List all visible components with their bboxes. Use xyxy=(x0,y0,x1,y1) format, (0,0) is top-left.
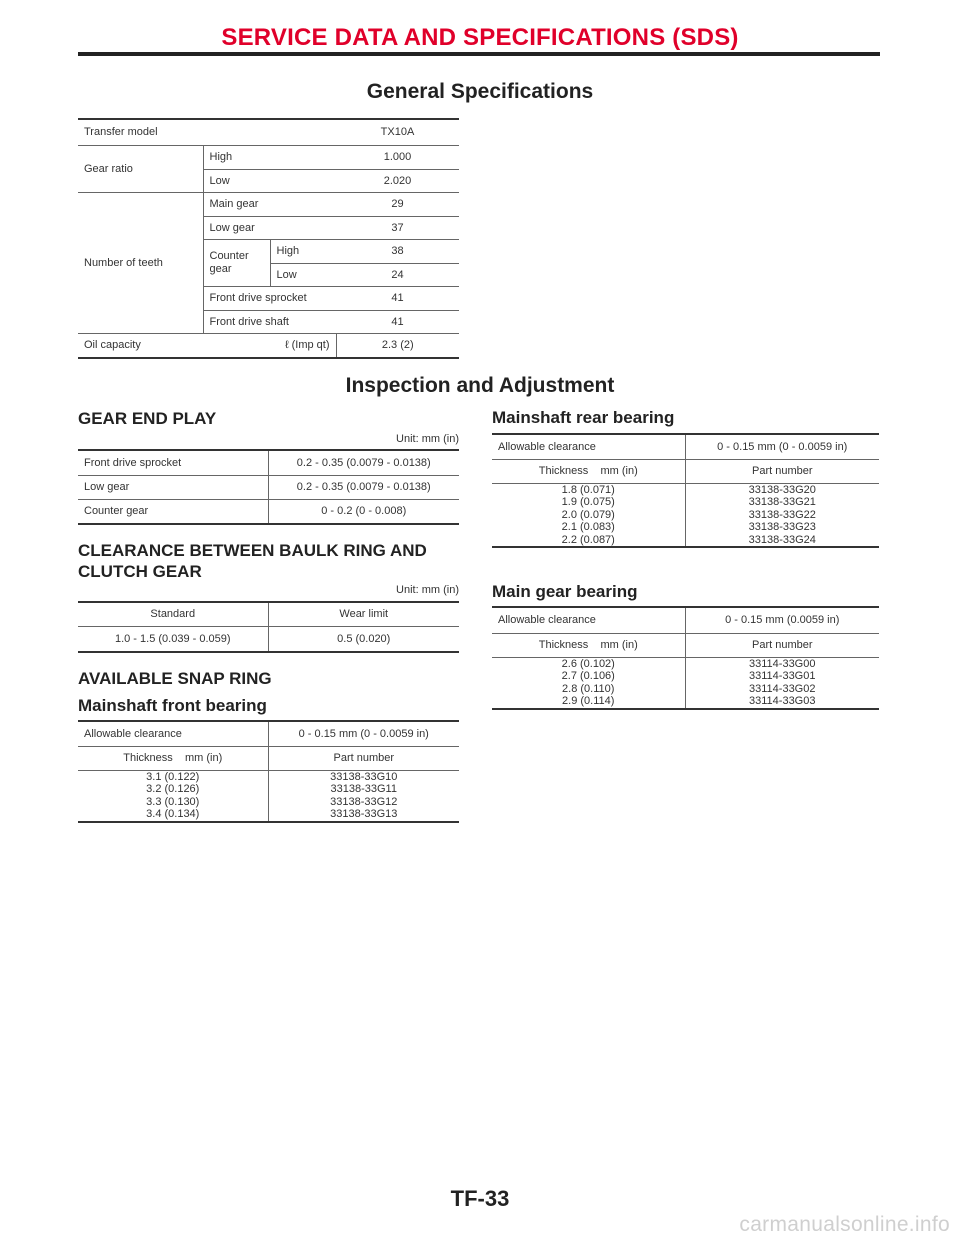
table-row xyxy=(78,450,459,475)
list-item: 2.2 (0.087) xyxy=(561,533,615,546)
thickness-list xyxy=(492,483,685,547)
gear-ratio-high-value: 1.000 xyxy=(336,145,459,169)
table-row xyxy=(78,192,459,216)
list-item: 3.3 (0.130) xyxy=(146,795,200,808)
list-item: 33138-33G13 xyxy=(330,808,398,820)
section-header-title: SERVICE DATA AND SPECIFICATIONS (SDS) xyxy=(221,24,739,51)
main-gear-bearing-table xyxy=(492,606,879,710)
list-item: 2.7 (0.106) xyxy=(561,670,615,682)
list-item: 33138-33G11 xyxy=(330,783,397,795)
list-item: 33138-33G22 xyxy=(748,508,816,521)
main-gear-value: 29 xyxy=(336,192,459,216)
list-item: 33114-33G01 xyxy=(749,670,816,682)
end-play-value: 0.2 - 0.35 (0.0079 - 0.0138) xyxy=(268,475,459,499)
table-row xyxy=(78,602,459,626)
table-row xyxy=(78,333,459,358)
list-item: 2.6 (0.102) xyxy=(561,657,615,670)
table-row xyxy=(78,746,459,770)
front-sprocket-label: Front drive sprocket xyxy=(203,286,336,310)
table-row xyxy=(78,721,459,746)
list-item: 3.1 (0.122) xyxy=(146,770,200,783)
list-item: 33114-33G03 xyxy=(749,695,816,707)
standard-value: 1.0 - 1.5 (0.039 - 0.059) xyxy=(78,626,268,652)
thickness-list xyxy=(78,770,268,822)
list-item: 33138-33G12 xyxy=(330,795,398,808)
table-row xyxy=(492,434,879,459)
counter-low-label: Low xyxy=(270,263,336,286)
gear-end-play-heading: GEAR END PLAY xyxy=(78,409,217,428)
counter-gear-label: Counter gear xyxy=(203,239,270,286)
table-row xyxy=(78,145,459,169)
counter-low-value: 24 xyxy=(336,263,459,286)
clearance-label: Allowable clearance xyxy=(498,614,596,627)
list-item: 3.2 (0.126) xyxy=(146,783,200,795)
baulk-clearance-table xyxy=(78,601,459,653)
baulk-heading-line2: CLUTCH GEAR xyxy=(78,562,202,581)
thickness-header: Thickness mm (in) xyxy=(492,459,685,483)
list-item: 1.9 (0.075) xyxy=(561,496,615,508)
mainshaft-rear-heading: Mainshaft rear bearing xyxy=(492,408,675,427)
list-item: 2.0 (0.079) xyxy=(561,508,615,521)
table-row xyxy=(492,657,879,709)
part-number-header: Part number xyxy=(685,633,879,657)
table-row xyxy=(492,483,879,547)
transfer-model-label: Transfer model xyxy=(84,126,158,139)
table-row xyxy=(492,459,879,483)
front-shaft-value: 41 xyxy=(336,310,459,333)
counter-high-label: High xyxy=(270,239,336,263)
list-item: 33138-33G10 xyxy=(330,770,398,783)
table-row xyxy=(78,626,459,652)
table-row xyxy=(492,607,879,633)
list-item: 33138-33G21 xyxy=(748,496,816,508)
list-item: 2.8 (0.110) xyxy=(562,682,615,695)
table-row xyxy=(492,633,879,657)
end-play-value: 0 - 0.2 (0 - 0.008) xyxy=(268,499,459,524)
gear-end-play-table xyxy=(78,449,459,525)
counter-high-value: 38 xyxy=(336,239,459,263)
gear-ratio-low-label: Low xyxy=(203,169,336,192)
list-item: 2.1 (0.083) xyxy=(561,521,615,533)
front-shaft-label: Front drive shaft xyxy=(203,310,336,333)
list-item: 33138-33G24 xyxy=(748,533,816,546)
wear-limit-header: Wear limit xyxy=(268,602,459,626)
inspection-title: Inspection and Adjustment xyxy=(345,374,615,397)
list-item: 33114-33G00 xyxy=(749,657,816,670)
thickness-header: Thickness mm (in) xyxy=(492,633,685,657)
table-row xyxy=(78,770,459,822)
front-sprocket-value: 41 xyxy=(336,286,459,310)
mainshaft-front-table xyxy=(78,720,459,823)
general-specs-table xyxy=(78,118,459,359)
snap-ring-heading: AVAILABLE SNAP RING xyxy=(78,669,272,688)
baulk-heading-line1: CLEARANCE BETWEEN BAULK RING AND xyxy=(78,541,427,560)
list-item: 3.4 (0.134) xyxy=(146,808,200,820)
gear-ratio-high-label: High xyxy=(203,145,336,169)
main-gear-bearing-heading: Main gear bearing xyxy=(492,582,638,601)
site-watermark: carmanualsonline.info xyxy=(739,1213,950,1236)
list-item: 33138-33G23 xyxy=(748,521,816,533)
gear-ratio-label: Gear ratio xyxy=(78,145,203,192)
end-play-label: Counter gear xyxy=(78,499,268,524)
table-row xyxy=(78,475,459,499)
end-play-value: 0.2 - 0.35 (0.0079 - 0.0138) xyxy=(268,450,459,475)
clearance-label: Allowable clearance xyxy=(498,440,596,453)
end-play-label: Front drive sprocket xyxy=(84,456,182,469)
list-item: 1.8 (0.071) xyxy=(561,483,615,496)
part-number-header: Part number xyxy=(268,746,459,770)
standard-header: Standard xyxy=(150,608,196,621)
oil-capacity-value: 2.3 (2) xyxy=(336,333,459,358)
baulk-ring-heading xyxy=(78,540,427,582)
end-play-label: Low gear xyxy=(78,475,268,499)
list-item: 33114-33G02 xyxy=(749,682,816,695)
mainshaft-rear-table xyxy=(492,433,879,548)
gear-ratio-low-value: 2.020 xyxy=(336,169,459,192)
main-gear-label: Main gear xyxy=(203,192,336,216)
low-gear-value: 37 xyxy=(336,216,459,239)
part-number-list xyxy=(685,483,879,547)
low-gear-label: Low gear xyxy=(203,216,336,239)
thickness-list xyxy=(492,657,685,709)
clearance-value: 0 - 0.15 mm (0.0059 in) xyxy=(685,607,879,633)
oil-capacity-unit: ℓ (Imp qt) xyxy=(203,333,336,358)
clearance-value: 0 - 0.15 mm (0 - 0.0059 in) xyxy=(685,434,879,459)
transfer-model-value: TX10A xyxy=(380,126,415,139)
list-item: 33138-33G20 xyxy=(748,483,816,496)
part-number-header: Part number xyxy=(685,459,879,483)
gear-end-play-unit: Unit: mm (in) xyxy=(396,433,459,445)
number-of-teeth-label: Number of teeth xyxy=(78,192,203,333)
baulk-unit: Unit: mm (in) xyxy=(396,584,459,596)
table-row xyxy=(78,119,459,145)
oil-capacity-label: Oil capacity xyxy=(78,333,203,358)
header-divider xyxy=(78,52,880,56)
part-number-list xyxy=(268,770,459,822)
clearance-label: Allowable clearance xyxy=(84,727,182,740)
clearance-value: 0 - 0.15 mm (0 - 0.0059 in) xyxy=(268,721,459,746)
wear-limit-value: 0.5 (0.020) xyxy=(268,626,459,652)
mainshaft-front-heading: Mainshaft front bearing xyxy=(78,696,267,715)
list-item: 2.9 (0.114) xyxy=(562,695,615,707)
page-number: TF-33 xyxy=(450,1186,510,1211)
general-specs-title: General Specifications xyxy=(366,80,594,103)
thickness-header: Thickness mm (in) xyxy=(78,746,268,770)
table-row xyxy=(78,499,459,524)
part-number-list xyxy=(685,657,879,709)
